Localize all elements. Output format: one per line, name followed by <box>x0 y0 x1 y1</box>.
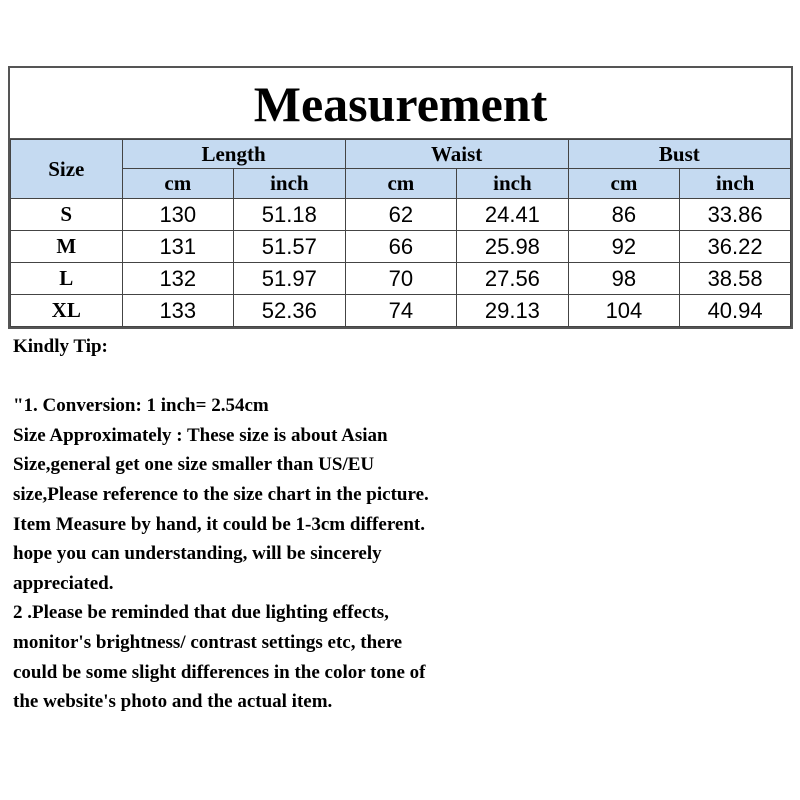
table-cell: 62 <box>345 199 457 231</box>
tip-line: appreciated. <box>13 572 114 594</box>
table-cell: 33.86 <box>680 199 791 231</box>
table-cell: 66 <box>345 231 457 263</box>
table-cell: 52.36 <box>234 295 346 327</box>
chart-title: Measurement <box>10 68 791 139</box>
table-cell: 24.41 <box>457 199 569 231</box>
tip-line: Item Measure by hand, it could be 1-3cm different. <box>13 513 425 535</box>
tip-line: Size,general get one size smaller than US/EU <box>13 454 375 476</box>
unit-header: cm <box>568 169 680 199</box>
table-cell: 25.98 <box>457 231 569 263</box>
tip-line: could be some slight differences in the color tone of <box>13 661 426 683</box>
unit-header: inch <box>234 169 346 199</box>
size-cell: S <box>11 199 123 231</box>
table-cell: 51.57 <box>234 231 346 263</box>
size-header: Size <box>11 140 123 199</box>
table-cell: 92 <box>568 231 680 263</box>
table-cell: 51.18 <box>234 199 346 231</box>
size-cell: XL <box>11 295 123 327</box>
tip-line: 2 .Please be reminded that due lighting effects, <box>13 602 389 624</box>
table-cell: 130 <box>122 199 234 231</box>
table-cell: 27.56 <box>457 263 569 295</box>
table-cell: 104 <box>568 295 680 327</box>
size-cell: M <box>11 231 123 263</box>
table-cell: 133 <box>122 295 234 327</box>
tip-line: size,Please reference to the size chart in the picture. <box>13 483 429 505</box>
table-cell: 38.58 <box>680 263 791 295</box>
table-row <box>11 263 791 295</box>
measurement-table <box>10 139 791 327</box>
table-cell: 131 <box>122 231 234 263</box>
table-row <box>11 199 791 231</box>
unit-header: cm <box>345 169 457 199</box>
table-cell: 51.97 <box>234 263 346 295</box>
tips-heading: Kindly Tip: <box>13 336 108 357</box>
bust-header: Bust <box>568 140 790 169</box>
table-row <box>11 295 791 327</box>
size-chart <box>8 66 793 329</box>
table-cell: 86 <box>568 199 680 231</box>
table-cell: 74 <box>345 295 457 327</box>
table-cell: 70 <box>345 263 457 295</box>
tip-line: the website's photo and the actual item. <box>13 691 333 713</box>
tip-line: hope you can understanding, will be sincerely <box>13 543 382 565</box>
table-cell: 98 <box>568 263 680 295</box>
tip-line: "1. Conversion: 1 inch= 2.54cm <box>13 395 269 417</box>
unit-header: cm <box>122 169 234 199</box>
table-cell: 36.22 <box>680 231 791 263</box>
table-cell: 40.94 <box>680 295 791 327</box>
kindly-tips <box>13 332 788 717</box>
table-row <box>11 231 791 263</box>
waist-header: Waist <box>345 140 568 169</box>
unit-header: inch <box>680 169 791 199</box>
length-header: Length <box>122 140 345 169</box>
table-cell: 132 <box>122 263 234 295</box>
tip-line: Size Approximately : These size is about Asian <box>13 424 388 446</box>
table-cell: 29.13 <box>457 295 569 327</box>
unit-header: inch <box>457 169 569 199</box>
tip-line: monitor's brightness/ contrast settings etc, there <box>13 631 403 653</box>
size-cell: L <box>11 263 123 295</box>
